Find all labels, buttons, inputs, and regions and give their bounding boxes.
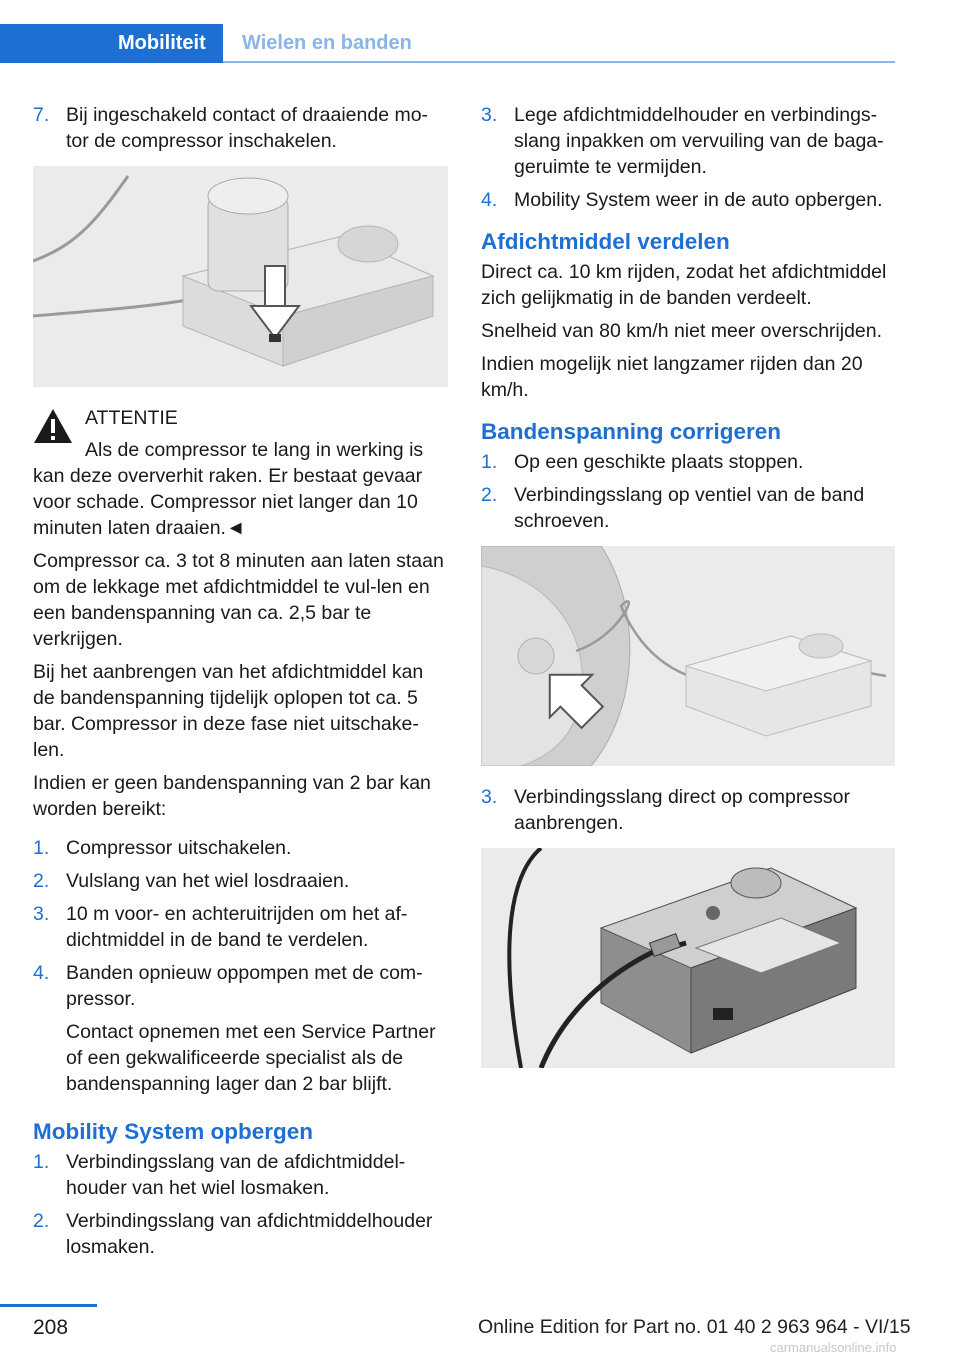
- step-text: Banden opnieuw oppompen met de com‐pressor.: [66, 962, 423, 1010]
- compressor-switch-figure: [33, 166, 448, 387]
- page-header: [0, 0, 960, 64]
- list-item: [33, 1208, 448, 1260]
- compressor-hose-figure: [481, 848, 895, 1068]
- step-number: 4.: [33, 962, 50, 984]
- step-note: Contact opnemen met een Service Partner of een gekwalificeerde specialist als de bandenspanning lager dan 2 bar blijft.: [66, 1021, 436, 1095]
- step-text: Vulslang van het wiel losdraaien.: [66, 870, 350, 892]
- compressor-switch-illustration: [33, 166, 448, 387]
- step-number: 3.: [481, 786, 498, 808]
- paragraph: Indien er geen bandenspanning van 2 bar kan worden bereikt:: [33, 772, 431, 820]
- list-item: [33, 102, 448, 154]
- tire-valve-illustration: [481, 546, 895, 766]
- watermark-text: carmanualsonline.info: [770, 1340, 897, 1355]
- list-item: [481, 102, 895, 180]
- step-text: Lege afdichtmiddelhouder en verbindings‐slang inpakken om vervuiling van de baga‐geruimte te vermijden.: [514, 104, 884, 178]
- left-column: [33, 102, 448, 1267]
- step-list-store: [33, 1149, 448, 1260]
- step-text: Compressor uitschakelen.: [66, 837, 292, 859]
- warning-block: [33, 405, 448, 541]
- step-number: 2.: [481, 484, 498, 506]
- warning-title: ATTENTIE: [85, 407, 178, 429]
- step-text: Verbindingsslang van afdichtmiddelhouder losmaken.: [66, 1210, 433, 1258]
- list-item: [481, 449, 895, 475]
- paragraph: Snelheid van 80 km/h niet meer overschrijden.: [481, 320, 883, 342]
- list-item: [33, 901, 448, 953]
- section-heading-bandenspanning-corrigeren: Bandenspanning corrigeren: [481, 419, 782, 444]
- step-number: 1.: [33, 837, 50, 859]
- step-text: Verbindingsslang van de afdichtmiddel‐houder van het wiel losmaken.: [66, 1151, 406, 1199]
- step-number: 3.: [481, 104, 498, 126]
- step-list-store-continued: [481, 102, 895, 213]
- step-number: 2.: [33, 1210, 50, 1232]
- chapter-tab-mobiliteit[interactable]: Mobiliteit: [0, 24, 223, 63]
- valve-hose-figure: [481, 546, 895, 766]
- warning-text: Als de compressor te lang in werking is kan deze oververhit raken. Er bestaat gevaar voor schade. Compressor niet langer dan 10 minuten laten draaien.◄: [33, 439, 424, 539]
- step-number: 7.: [33, 104, 50, 126]
- step-list-correct-pressure: [481, 449, 895, 534]
- section-tab-wielen-en-banden[interactable]: Wielen en banden: [242, 32, 412, 54]
- list-item: [481, 187, 895, 213]
- step-number: 2.: [33, 870, 50, 892]
- step-text: Verbindingsslang op ventiel van de band schroeven.: [514, 484, 865, 532]
- header-rule: [223, 61, 895, 63]
- paragraph: Indien mogelijk niet langzamer rijden dan 20 km/h.: [481, 353, 863, 401]
- list-item: [33, 960, 448, 1097]
- paragraph: Direct ca. 10 km rijden, zodat het afdichtmiddel zich gelijkmatig in de banden verdeelt.: [481, 261, 887, 309]
- step-text: Mobility System weer in de auto opbergen.: [514, 189, 883, 211]
- warning-triangle-icon: [33, 408, 73, 444]
- step-list-7: [33, 102, 448, 154]
- paragraph: Compressor ca. 3 tot 8 minuten aan laten staan om de lekkage met afdichtmiddel te vul‐len en een bandenspanning van ca. 2,5 bar te verkrijgen.: [33, 550, 444, 650]
- step-number: 3.: [33, 903, 50, 925]
- footer-rule: [0, 1304, 97, 1307]
- right-column: [481, 102, 895, 1086]
- step-text: Bij ingeschakeld contact of draaiende mo‐tor de compressor inschakelen.: [66, 104, 429, 152]
- section-heading-mobility-system-opbergen: Mobility System opbergen: [33, 1119, 314, 1144]
- edition-note: Online Edition for Part no. 01 40 2 963 964 - VI/15: [478, 1316, 911, 1338]
- step-number: 1.: [481, 451, 498, 473]
- list-item: [33, 1149, 448, 1201]
- list-item: [33, 835, 448, 861]
- step-list-correct-pressure-continued: [481, 784, 895, 836]
- compressor-connection-illustration: [481, 848, 895, 1068]
- step-number: 1.: [33, 1151, 50, 1173]
- list-item: [481, 482, 895, 534]
- step-text: Verbindingsslang direct op compressor aanbrengen.: [514, 786, 851, 834]
- step-text: 10 m voor- en achteruitrijden om het af‐dichtmiddel in de band te verdelen.: [66, 903, 408, 951]
- step-list-pressure-not-reached: [33, 835, 448, 1097]
- paragraph: Bij het aanbrengen van het afdichtmiddel kan de bandenspanning tijdelijk oplopen tot ca. 5 bar. Compressor in deze fase niet uitschake‐len.: [33, 661, 424, 761]
- page-number: 208: [33, 1316, 69, 1339]
- list-item: [33, 868, 448, 894]
- list-item: [481, 784, 895, 836]
- step-text: Op een geschikte plaats stoppen.: [514, 451, 804, 473]
- step-number: 4.: [481, 189, 498, 211]
- section-heading-afdichtmiddel-verdelen: Afdichtmiddel verdelen: [481, 229, 730, 254]
